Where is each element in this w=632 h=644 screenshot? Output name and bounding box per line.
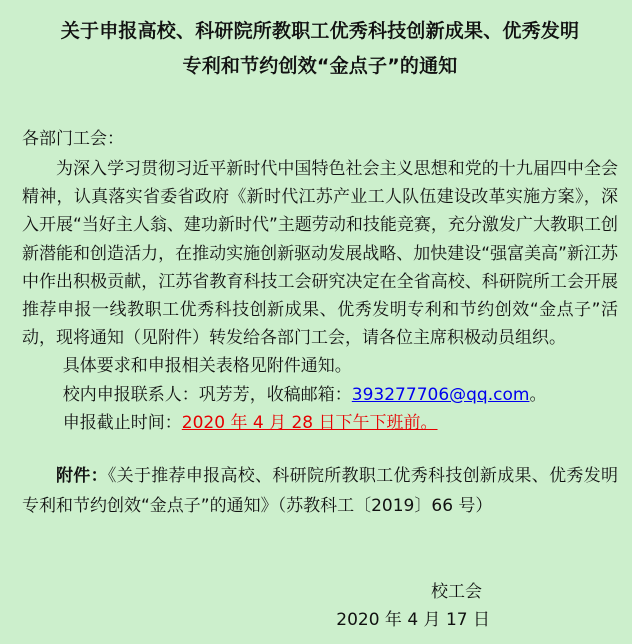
deadline-value: 2020 年 4 月 28 日下午下班前。 [181, 412, 438, 433]
deadline-label: 申报截止时间： [62, 412, 182, 433]
notice-title [22, 0, 618, 84]
contact-prefix: 校内申报联系人：巩芳芳，收稿邮箱： [62, 384, 352, 405]
signature-date: 2020 年 4 月 17 日 [336, 610, 490, 630]
attachment-label: 附件： [56, 466, 108, 487]
attachment-text: 《关于推荐申报高校、科研院所教职工优秀科技创新成果、优秀发明专利和节约创效“金点子”的通知》（苏教科工〔2019〕66 号） [22, 466, 618, 517]
contact-email-link[interactable]: 393277706@qq.com [351, 384, 530, 405]
attachment-paragraph [22, 461, 618, 521]
salutation: 各部门工会： [22, 129, 124, 149]
contact-line [22, 381, 618, 409]
deadline-line [22, 409, 618, 437]
contact-suffix: 。 [529, 384, 547, 405]
title-line-2: 专利和节约创效“金点子”的通知 [182, 55, 458, 77]
requirements-line [22, 352, 618, 380]
requirements-text: 具体要求和申报相关表格见附件通知。 [62, 356, 352, 377]
title-line-1: 关于申报高校、科研院所教职工优秀科技创新成果、优秀发明 [60, 20, 580, 42]
body-paragraph: 为深入学习贯彻习近平新时代中国特色社会主义思想和党的十九届四中全会精神，认真落实省委省政府《新时代江苏产业工人队伍建设改革实施方案》，深入开展“当好主人翁、建功新时代”主题劳动和技能竞赛，充分激发广大教职工创新潜能和创造活力，在推动实施创新驱动发展战略、加快建设“强富美高”新江苏中作出积极贡献，江苏省教育科技工会研究决定在全省高校、科研院所工会开展推荐申报一线教职工优秀科技创新成果、优秀发明专利和节约创效“金点子”活动，现将通知（见附件）转发给各部门工会，请各位主席积极动员组织。 [22, 159, 618, 349]
signature: 校工会 [431, 582, 482, 602]
